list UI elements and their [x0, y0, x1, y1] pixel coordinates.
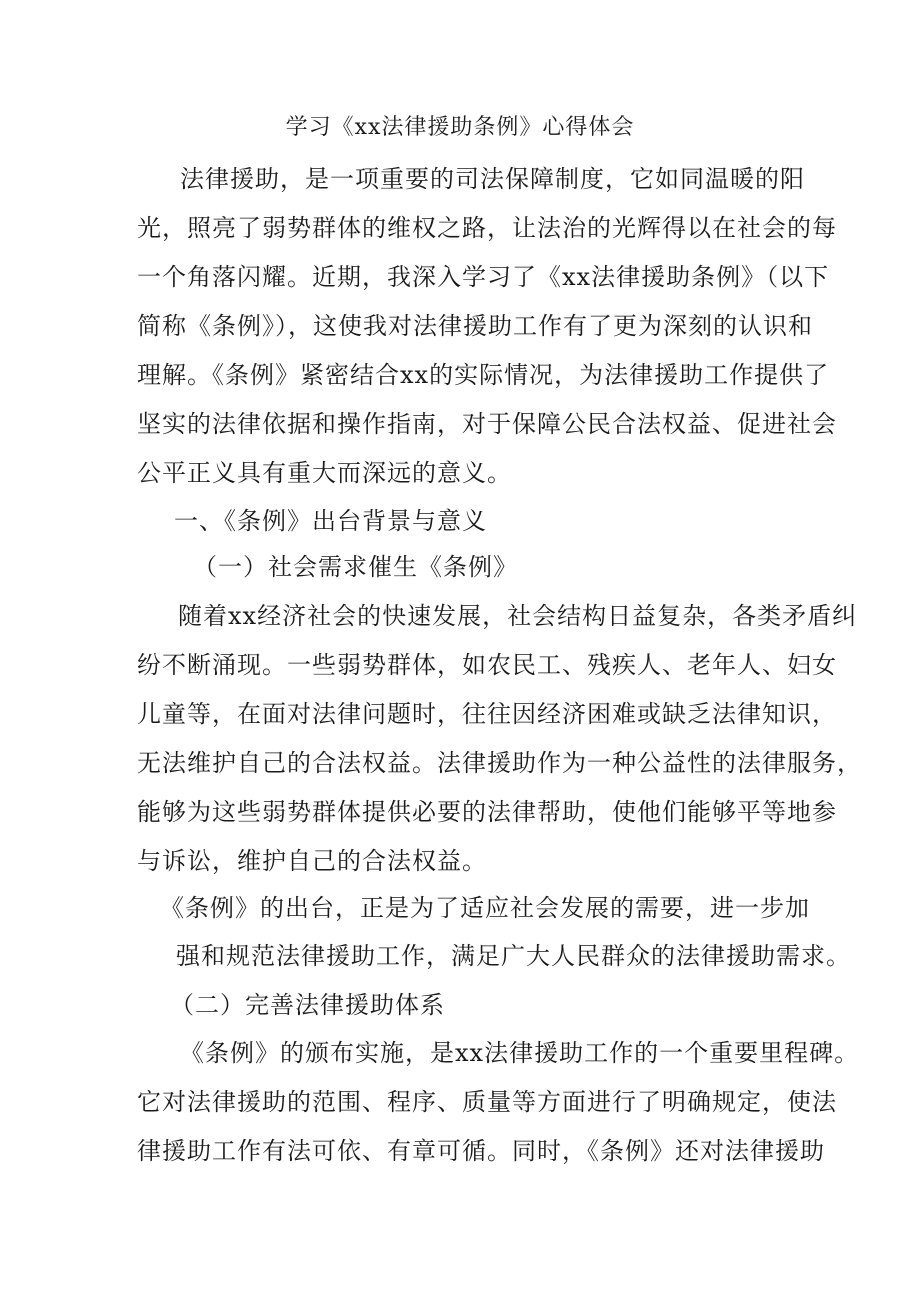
- paragraph-line: 儿童等，在面对法律问题时，往往因经济困难或缺乏法律知识，: [137, 700, 837, 728]
- subsection-heading: （一）社会需求催生《条例》: [193, 553, 518, 581]
- paragraph-line: 能够为这些弱势群体提供必要的法律帮助，使他们能够平等地参: [137, 798, 837, 826]
- paragraph-line: 光，照亮了弱势群体的维权之路，让法治的光辉得以在社会的每: [137, 214, 837, 242]
- paragraph-line: 无法维护自己的合法权益。法律援助作为一种公益性的法律服务，: [137, 749, 862, 777]
- paragraph-line: 纷不断涌现。一些弱势群体，如农民工、残疾人、老年人、妇女: [137, 651, 837, 679]
- subsection-heading: （二）完善法律援助体系: [170, 991, 445, 1019]
- document-title: 学习《xx法律援助条例》心得体会: [285, 115, 635, 140]
- paragraph-line: 《条例》的颁布实施，是xx法律援助工作的一个重要里程碑。: [180, 1039, 860, 1067]
- paragraph-line: 法律援助，是一项重要的司法保障制度，它如同温暖的阳: [180, 165, 805, 193]
- paragraph-line: 理解。《条例》紧密结合xx的实际情况，为法律援助工作提供了: [137, 361, 830, 389]
- paragraph-line: 它对法律援助的范围、程序、质量等方面进行了明确规定，使法: [137, 1088, 837, 1116]
- paragraph-line: 公平正义具有重大而深远的意义。: [137, 459, 512, 487]
- section-heading: 一、《条例》出台背景与意义: [174, 507, 487, 535]
- paragraph-line: 强和规范法律援助工作，满足广大人民群众的法律援助需求。: [176, 942, 851, 970]
- paragraph-line: 《条例》的出台，正是为了适应社会发展的需要，进一步加: [160, 894, 810, 922]
- paragraph-line: 一个角落闪耀。近期，我深入学习了《xx法律援助条例》（以下: [137, 263, 830, 291]
- paragraph-line: 随着xx经济社会的快速发展，社会结构日益复杂，各类矛盾纠: [178, 602, 858, 630]
- paragraph-line: 与诉讼，维护自己的合法权益。: [137, 847, 487, 875]
- paragraph-line: 坚实的法律依据和操作指南，对于保障公民合法权益、促进社会: [137, 410, 837, 438]
- paragraph-line: 简称《条例》），这使我对法律援助工作有了更为深刻的认识和: [137, 312, 813, 340]
- paragraph-line: 律援助工作有法可依、有章可循。同时，《条例》还对法律援助: [137, 1137, 825, 1165]
